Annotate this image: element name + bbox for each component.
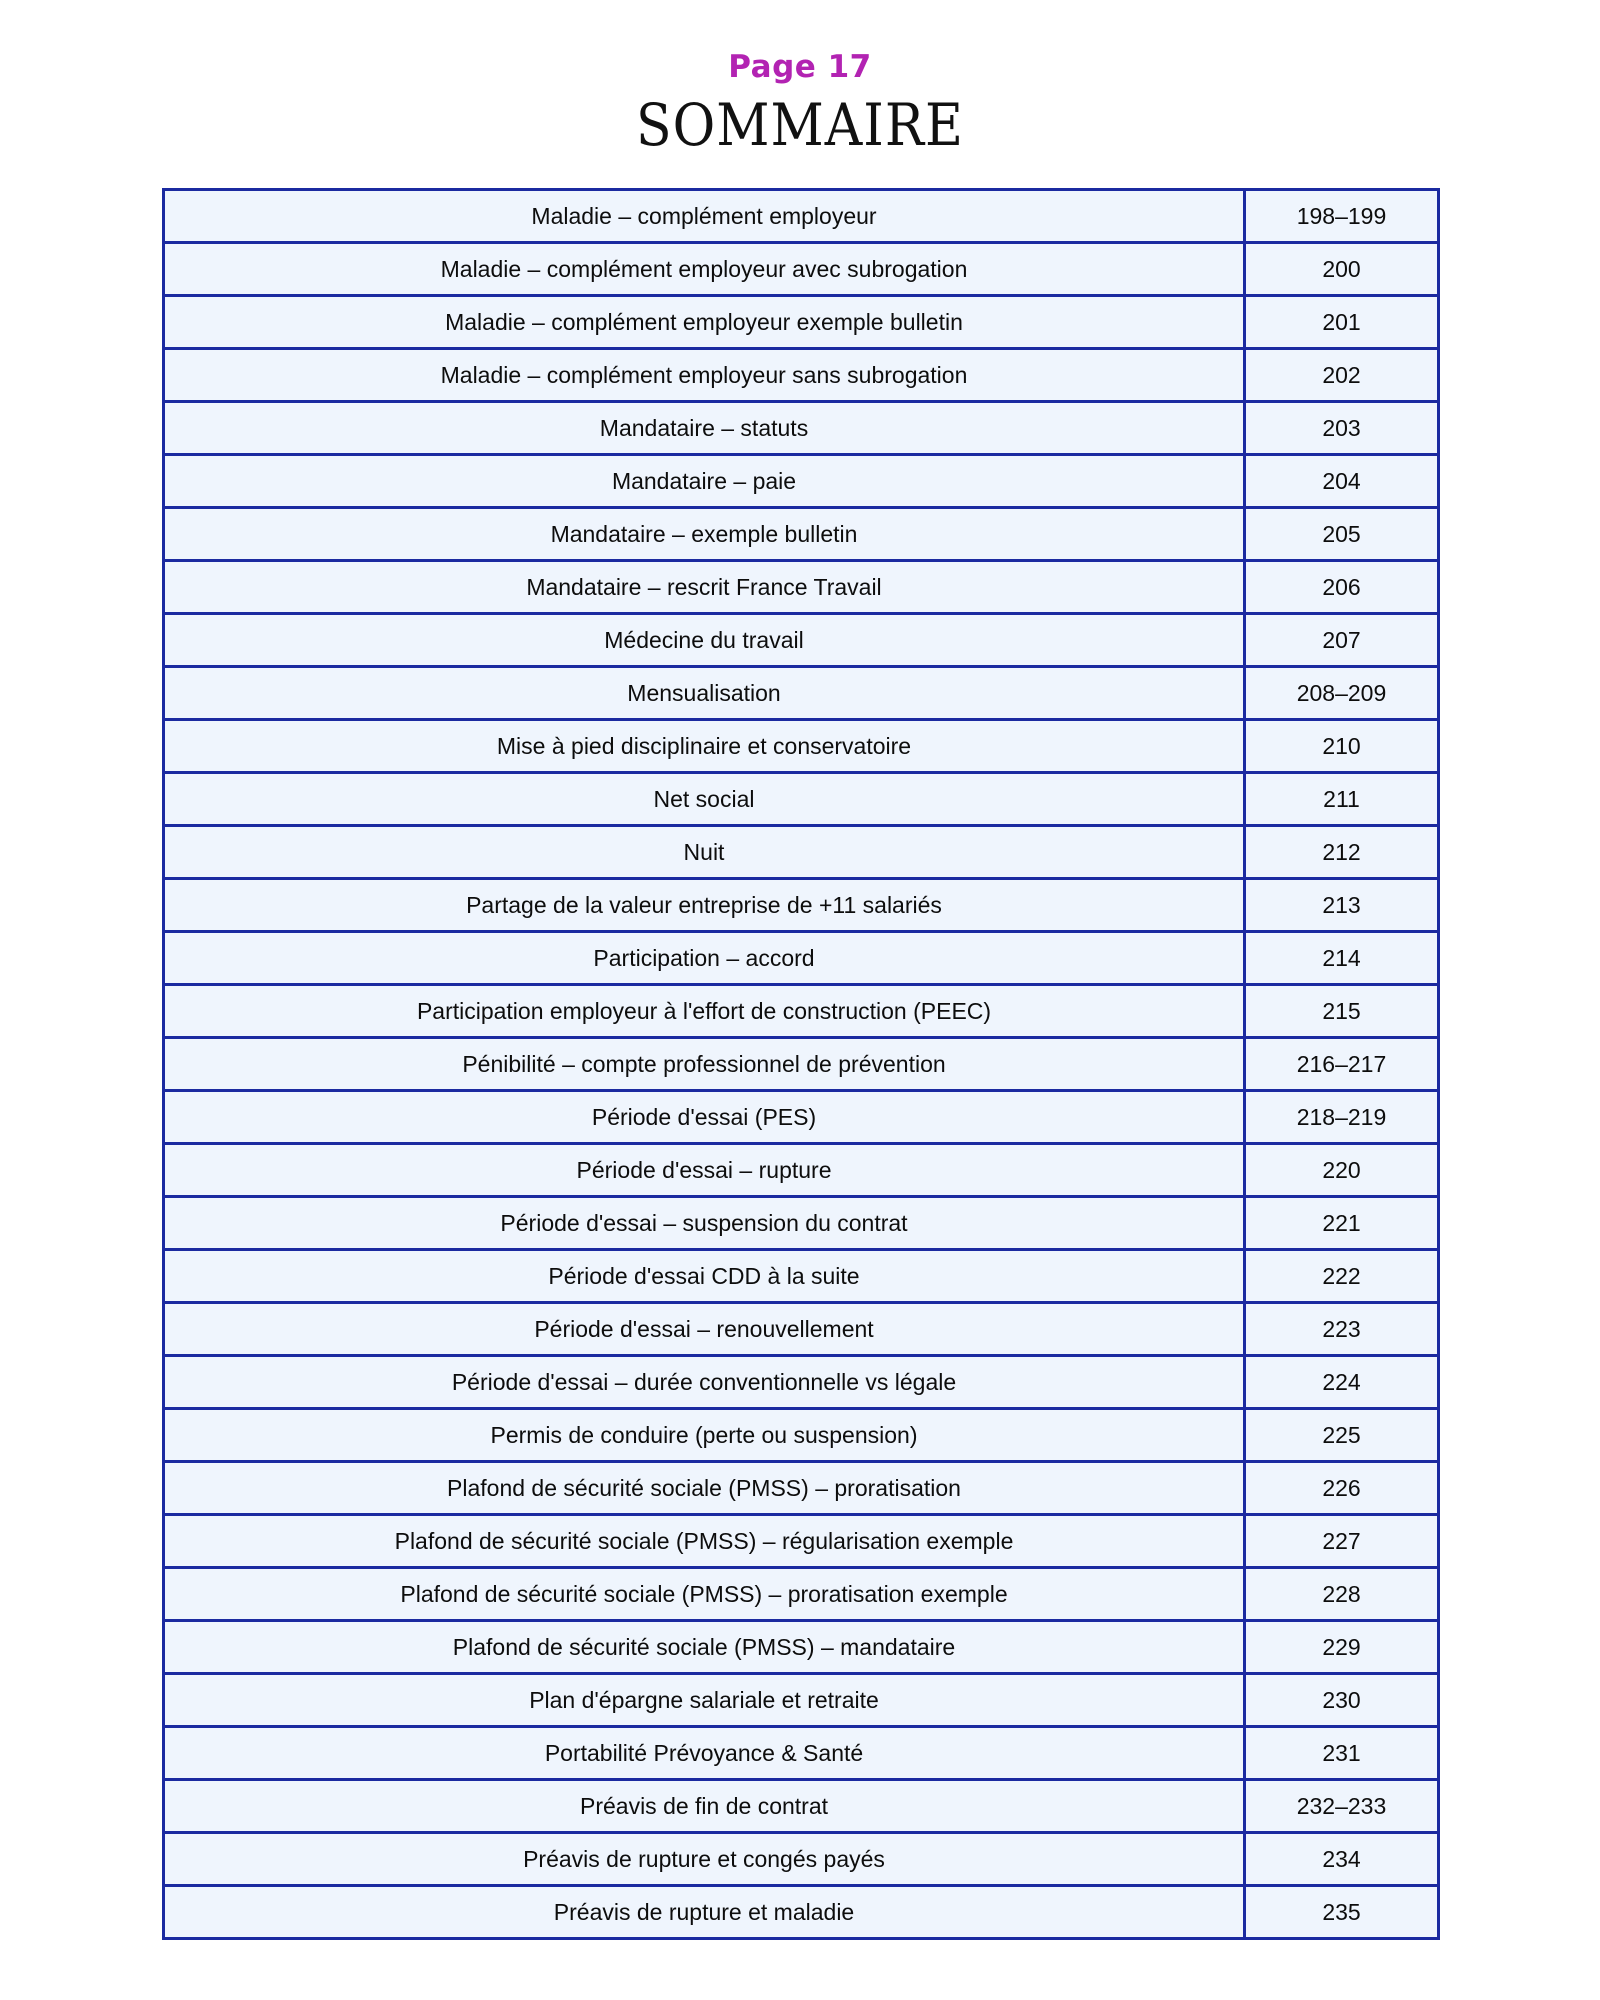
table-row[interactable]	[165, 297, 1437, 350]
toc-entry-pages: 215	[1246, 986, 1437, 1039]
toc-entry-label: Période d'essai – renouvellement	[165, 1304, 1246, 1357]
toc-entry-label: Mandataire – statuts	[165, 403, 1246, 456]
table-row[interactable]	[165, 1145, 1437, 1198]
table-row[interactable]	[165, 1410, 1437, 1463]
toc-entry-pages: 232–233	[1246, 1781, 1437, 1834]
toc-entry-label: Net social	[165, 774, 1246, 827]
page-number-label: Page 17	[728, 49, 872, 85]
toc-entry-pages: 207	[1246, 615, 1437, 668]
table-row[interactable]	[165, 1887, 1437, 1937]
toc-entry-label: Partage de la valeur entreprise de +11 salariés	[165, 880, 1246, 933]
table-row[interactable]	[165, 244, 1437, 297]
table-row[interactable]	[165, 1304, 1437, 1357]
toc-entry-pages: 224	[1246, 1357, 1437, 1410]
table-row[interactable]	[165, 191, 1437, 244]
toc-entry-label: Plan d'épargne salariale et retraite	[165, 1675, 1246, 1728]
toc-entry-pages: 235	[1246, 1887, 1437, 1937]
table-row[interactable]	[165, 933, 1437, 986]
table-row[interactable]	[165, 1834, 1437, 1887]
toc-entry-pages: 203	[1246, 403, 1437, 456]
toc-entry-pages: 212	[1246, 827, 1437, 880]
toc-entry-label: Plafond de sécurité sociale (PMSS) – régularisation exemple	[165, 1516, 1246, 1569]
toc-entry-label: Maladie – complément employeur	[165, 191, 1246, 244]
toc-entry-pages: 230	[1246, 1675, 1437, 1728]
toc-entry-pages: 216–217	[1246, 1039, 1437, 1092]
table-row[interactable]	[165, 827, 1437, 880]
toc-entry-label: Plafond de sécurité sociale (PMSS) – mandataire	[165, 1622, 1246, 1675]
toc-entry-label: Mandataire – paie	[165, 456, 1246, 509]
toc-entry-pages: 211	[1246, 774, 1437, 827]
toc-entry-pages: 214	[1246, 933, 1437, 986]
toc-entry-pages: 225	[1246, 1410, 1437, 1463]
toc-entry-pages: 204	[1246, 456, 1437, 509]
toc-entry-pages: 208–209	[1246, 668, 1437, 721]
table-row[interactable]	[165, 1092, 1437, 1145]
table-row[interactable]	[165, 880, 1437, 933]
toc-entry-pages: 234	[1246, 1834, 1437, 1887]
toc-entry-pages: 231	[1246, 1728, 1437, 1781]
toc-entry-label: Période d'essai – rupture	[165, 1145, 1246, 1198]
toc-entry-pages: 218–219	[1246, 1092, 1437, 1145]
toc-entry-label: Plafond de sécurité sociale (PMSS) – proratisation	[165, 1463, 1246, 1516]
table-row[interactable]	[165, 1622, 1437, 1675]
toc-entry-label: Maladie – complément employeur exemple bulletin	[165, 297, 1246, 350]
toc-entry-label: Période d'essai CDD à la suite	[165, 1251, 1246, 1304]
toc-entry-label: Participation – accord	[165, 933, 1246, 986]
toc-entry-label: Mensualisation	[165, 668, 1246, 721]
toc-entry-pages: 226	[1246, 1463, 1437, 1516]
toc-entry-pages: 210	[1246, 721, 1437, 774]
toc-entry-pages: 201	[1246, 297, 1437, 350]
toc-entry-label: Maladie – complément employeur sans subrogation	[165, 350, 1246, 403]
table-row[interactable]	[165, 1039, 1437, 1092]
toc-entry-label: Mise à pied disciplinaire et conservatoire	[165, 721, 1246, 774]
toc-entry-pages: 221	[1246, 1198, 1437, 1251]
page-title: SOMMAIRE	[636, 92, 964, 160]
table-row[interactable]	[165, 403, 1437, 456]
toc-entry-pages: 222	[1246, 1251, 1437, 1304]
table-row[interactable]	[165, 1728, 1437, 1781]
table-row[interactable]	[165, 509, 1437, 562]
toc-entry-pages: 202	[1246, 350, 1437, 403]
toc-entry-pages: 227	[1246, 1516, 1437, 1569]
toc-entry-pages: 228	[1246, 1569, 1437, 1622]
table-of-contents	[162, 188, 1440, 1940]
toc-entry-label: Maladie – complément employeur avec subrogation	[165, 244, 1246, 297]
toc-entry-pages: 200	[1246, 244, 1437, 297]
toc-entry-label: Préavis de rupture et congés payés	[165, 1834, 1246, 1887]
toc-entry-label: Médecine du travail	[165, 615, 1246, 668]
table-row[interactable]	[165, 1781, 1437, 1834]
table-row[interactable]	[165, 1198, 1437, 1251]
table-row[interactable]	[165, 1357, 1437, 1410]
toc-entry-label: Permis de conduire (perte ou suspension)	[165, 1410, 1246, 1463]
table-row[interactable]	[165, 562, 1437, 615]
table-row[interactable]	[165, 1675, 1437, 1728]
table-row[interactable]	[165, 774, 1437, 827]
toc-entry-label: Préavis de rupture et maladie	[165, 1887, 1246, 1937]
table-row[interactable]	[165, 615, 1437, 668]
table-row[interactable]	[165, 1251, 1437, 1304]
toc-entry-label: Mandataire – rescrit France Travail	[165, 562, 1246, 615]
toc-entry-pages: 220	[1246, 1145, 1437, 1198]
toc-entry-label: Période d'essai (PES)	[165, 1092, 1246, 1145]
toc-entry-label: Préavis de fin de contrat	[165, 1781, 1246, 1834]
toc-table-body	[165, 191, 1437, 1937]
table-row[interactable]	[165, 1569, 1437, 1622]
table-row[interactable]	[165, 350, 1437, 403]
toc-entry-pages: 205	[1246, 509, 1437, 562]
toc-entry-pages: 223	[1246, 1304, 1437, 1357]
toc-table	[162, 188, 1440, 1940]
toc-entry-pages: 229	[1246, 1622, 1437, 1675]
toc-entry-label: Mandataire – exemple bulletin	[165, 509, 1246, 562]
toc-entry-label: Pénibilité – compte professionnel de prévention	[165, 1039, 1246, 1092]
table-row[interactable]	[165, 1516, 1437, 1569]
table-row[interactable]	[165, 986, 1437, 1039]
table-row[interactable]	[165, 668, 1437, 721]
toc-entry-label: Période d'essai – durée conventionnelle vs légale	[165, 1357, 1246, 1410]
toc-entry-pages: 206	[1246, 562, 1437, 615]
page-header	[0, 0, 1600, 160]
toc-entry-label: Période d'essai – suspension du contrat	[165, 1198, 1246, 1251]
toc-entry-pages: 213	[1246, 880, 1437, 933]
toc-entry-label: Plafond de sécurité sociale (PMSS) – proratisation exemple	[165, 1569, 1246, 1622]
table-row[interactable]	[165, 456, 1437, 509]
toc-entry-pages: 198–199	[1246, 191, 1437, 244]
toc-entry-label: Portabilité Prévoyance & Santé	[165, 1728, 1246, 1781]
table-row[interactable]	[165, 1463, 1437, 1516]
table-row[interactable]	[165, 721, 1437, 774]
toc-entry-label: Participation employeur à l'effort de construction (PEEC)	[165, 986, 1246, 1039]
toc-entry-label: Nuit	[165, 827, 1246, 880]
